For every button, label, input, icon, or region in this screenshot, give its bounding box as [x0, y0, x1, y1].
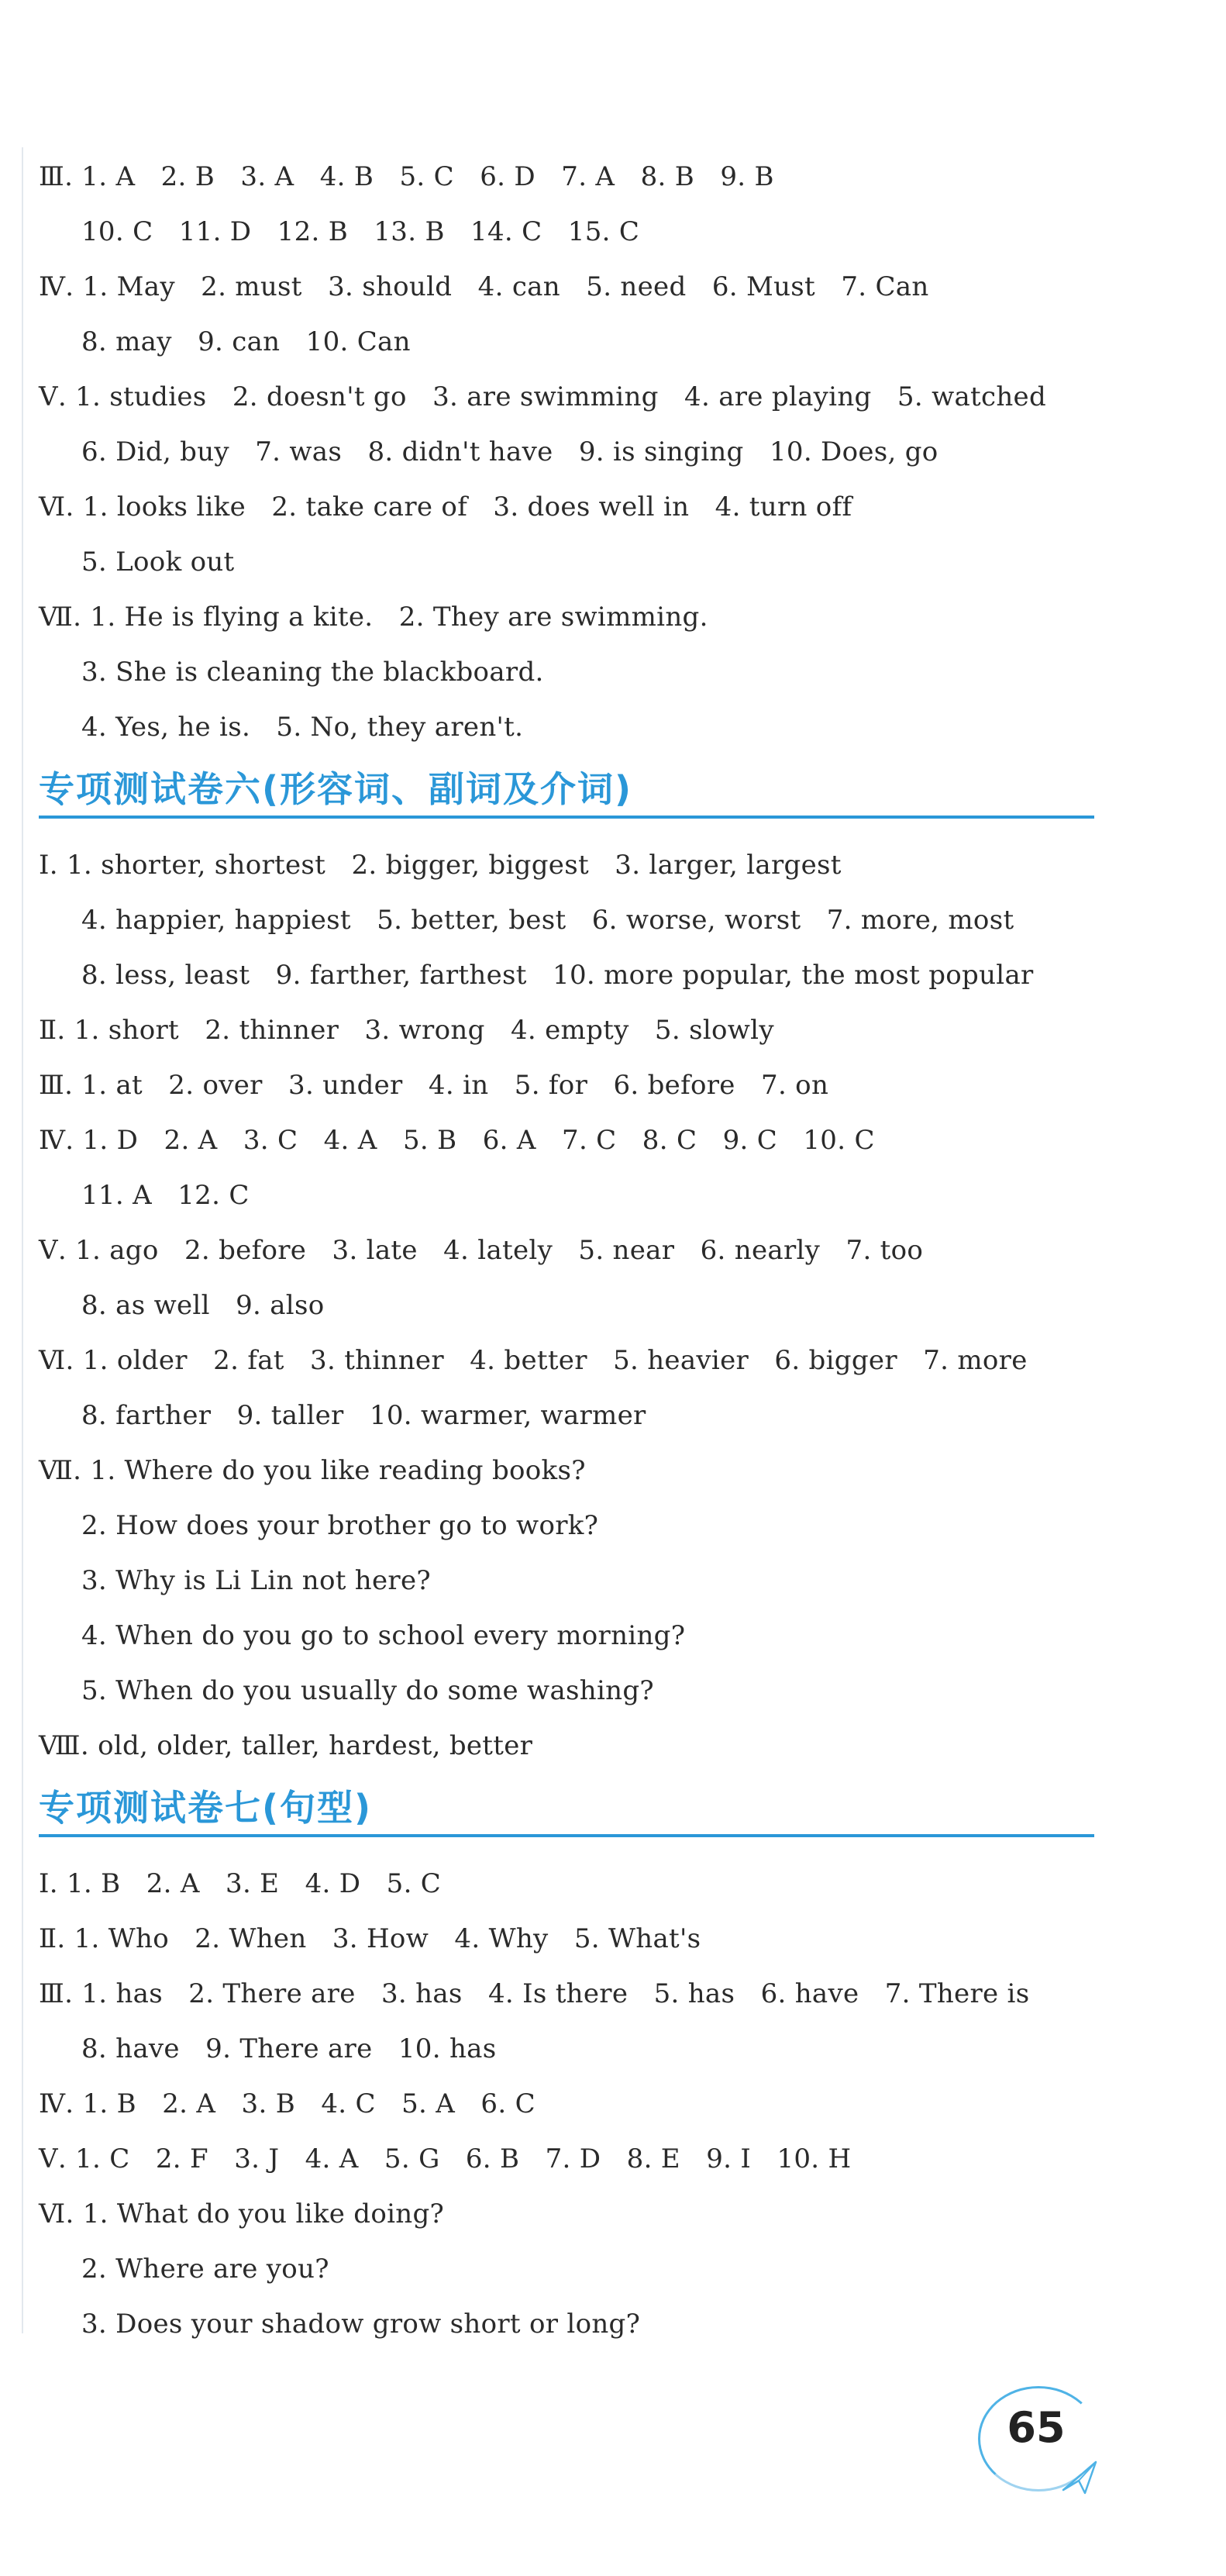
answer-line: 3. She is cleaning the blackboard. — [81, 657, 544, 688]
answer-line: Ⅲ. 1. A 2. B 3. A 4. B 5. C 6. D 7. A 8. B 9. B — [39, 161, 774, 192]
answer-line: 8. may 9. can 10. Can — [81, 326, 411, 357]
section-heading: 专项测试卷六(形容词、副词及介词) — [39, 767, 1094, 819]
answer-line: 8. less, least 9. farther, farthest 10. more popular, the most popular — [81, 960, 1034, 991]
answer-line: 11. A 12. C — [81, 1180, 250, 1211]
answer-line: Ⅱ. 1. short 2. thinner 3. wrong 4. empty 5. slowly — [39, 1015, 774, 1046]
answer-line: Ⅴ. 1. C 2. F 3. J 4. A 5. G 6. B 7. D 8. E 9. I 10. H — [39, 2143, 852, 2174]
paper-plane-icon — [1062, 2459, 1097, 2495]
answer-line: Ⅱ. 1. Who 2. When 3. How 4. Why 5. What's — [39, 1923, 701, 1954]
margin-line — [22, 147, 23, 2333]
answer-line: Ⅴ. 1. studies 2. doesn't go 3. are swimming 4. are playing 5. watched — [39, 381, 1047, 412]
answer-line: Ⅴ. 1. ago 2. before 3. late 4. lately 5. near 6. nearly 7. too — [39, 1235, 924, 1266]
answer-line: Ⅵ. 1. looks like 2. take care of 3. does well in 4. turn off — [39, 491, 852, 522]
answer-line: Ⅶ. 1. He is flying a kite. 2. They are swimming. — [39, 602, 708, 633]
answer-line: 8. farther 9. taller 10. warmer, warmer — [81, 1400, 646, 1431]
answer-line: 4. When do you go to school every morning? — [81, 1620, 686, 1651]
page-number: 65 — [1007, 2403, 1066, 2452]
answer-line: 8. as well 9. also — [81, 1290, 325, 1321]
answer-line: Ⅰ. 1. B 2. A 3. E 4. D 5. C — [39, 1868, 442, 1899]
answer-line: Ⅵ. 1. What do you like doing? — [39, 2198, 445, 2229]
answer-line: 2. Where are you? — [81, 2254, 329, 2285]
answer-line: 4. happier, happiest 5. better, best 6. worse, worst 7. more, most — [81, 905, 1014, 936]
answer-line: 3. Does your shadow grow short or long? — [81, 2309, 641, 2340]
answer-line: 6. Did, buy 7. was 8. didn't have 9. is singing 10. Does, go — [81, 436, 938, 467]
answer-line: Ⅲ. 1. at 2. over 3. under 4. in 5. for 6. before 7. on — [39, 1070, 829, 1101]
answer-line: Ⅳ. 1. D 2. A 3. C 4. A 5. B 6. A 7. C 8. C 9. C 10. C — [39, 1125, 875, 1156]
answer-line: Ⅲ. 1. has 2. There are 3. has 4. Is there 5. has 6. have 7. There is — [39, 1978, 1030, 2009]
answer-line: Ⅶ. 1. Where do you like reading books? — [39, 1455, 586, 1486]
answer-line: Ⅳ. 1. May 2. must 3. should 4. can 5. need 6. Must 7. Can — [39, 271, 929, 302]
answer-line: Ⅰ. 1. shorter, shortest 2. bigger, biggest 3. larger, largest — [39, 850, 842, 881]
answer-line: 8. have 9. There are 10. has — [81, 2033, 497, 2064]
answer-line: 2. How does your brother go to work? — [81, 1510, 599, 1541]
answer-line: Ⅵ. 1. older 2. fat 3. thinner 4. better 5. heavier 6. bigger 7. more — [39, 1345, 1028, 1376]
answer-line: 5. When do you usually do some washing? — [81, 1675, 654, 1706]
answer-line: Ⅳ. 1. B 2. A 3. B 4. C 5. A 6. C — [39, 2088, 536, 2119]
answer-line: 5. Look out — [81, 547, 235, 578]
answer-line: 3. Why is Li Lin not here? — [81, 1565, 431, 1596]
answer-line: 4. Yes, he is. 5. No, they aren't. — [81, 712, 524, 743]
section-heading: 专项测试卷七(句型) — [39, 1786, 1094, 1837]
answer-line: Ⅷ. old, older, taller, hardest, better — [39, 1730, 533, 1761]
answer-line: 10. C 11. D 12. B 13. B 14. C 15. C — [81, 216, 640, 247]
